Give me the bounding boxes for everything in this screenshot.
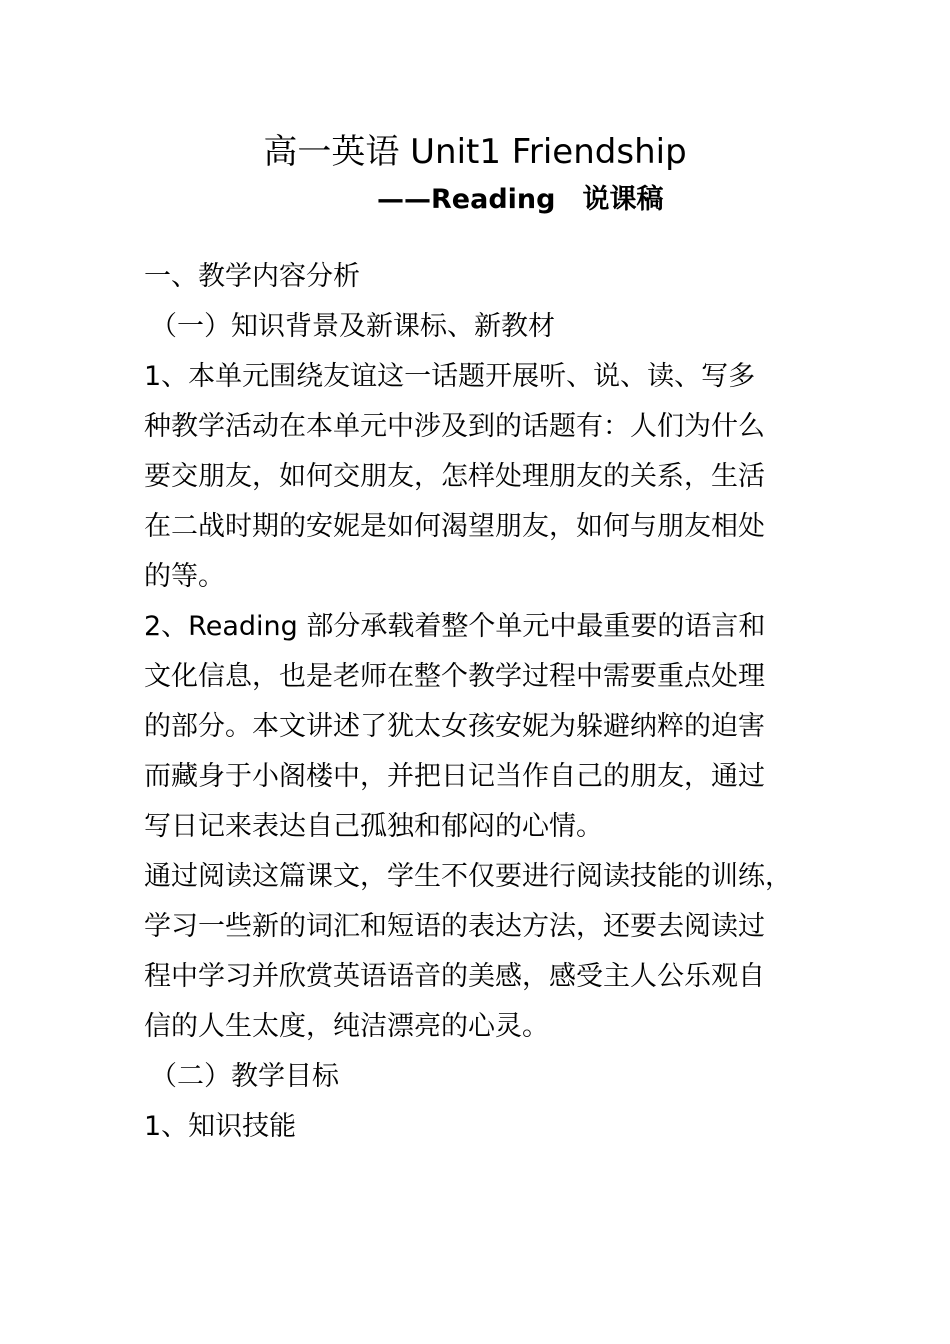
paragraph-line: 种教学活动在本单元中涉及到的话题有：人们为什么 [144, 411, 765, 442]
paragraph-line: 程中学习并欣赏英语语音的美感，感受主人公乐观自 [144, 961, 765, 992]
paragraph-line: 信的人生太度，纯洁漂亮的心灵。 [144, 1011, 549, 1042]
document-subtitle: ——Reading 说课稿 [377, 184, 664, 215]
section-heading: 一、教学内容分析 [144, 261, 360, 292]
list-item-heading: 1、知识技能 [144, 1111, 297, 1142]
paragraph-line: 2、Reading 部分承载着整个单元中最重要的语言和 [144, 611, 766, 642]
document-body [144, 252, 824, 1152]
paragraph-line: 文化信息，也是老师在整个教学过程中需要重点处理 [144, 661, 765, 692]
paragraph-line: 写日记来表达自己孤独和郁闷的心情。 [144, 811, 603, 842]
paragraph-line: 学习一些新的词汇和短语的表达方法，还要去阅读过 [144, 911, 765, 942]
paragraph-line: 的等。 [144, 561, 225, 592]
paragraph-line: 1、本单元围绕友谊这一话题开展听、说、读、写多 [144, 361, 756, 392]
subsection-heading: （一）知识背景及新课标、新教材 [150, 311, 555, 342]
paragraph-line: 通过阅读这篇课文，学生不仅要进行阅读技能的训练， [144, 861, 792, 892]
paragraph-line: 的部分。本文讲述了犹太女孩安妮为躲避纳粹的迫害 [144, 711, 765, 742]
paragraph-line: 而藏身于小阁楼中，并把日记当作自己的朋友，通过 [144, 761, 765, 792]
paragraph-line: 要交朋友，如何交朋友，怎样处理朋友的关系，生活 [144, 461, 765, 492]
document-title: 高一英语 Unit1 Friendship [263, 132, 687, 172]
subsection-heading: （二）教学目标 [150, 1061, 339, 1092]
paragraph-line: 在二战时期的安妮是如何渴望朋友，如何与朋友相处 [144, 511, 765, 542]
